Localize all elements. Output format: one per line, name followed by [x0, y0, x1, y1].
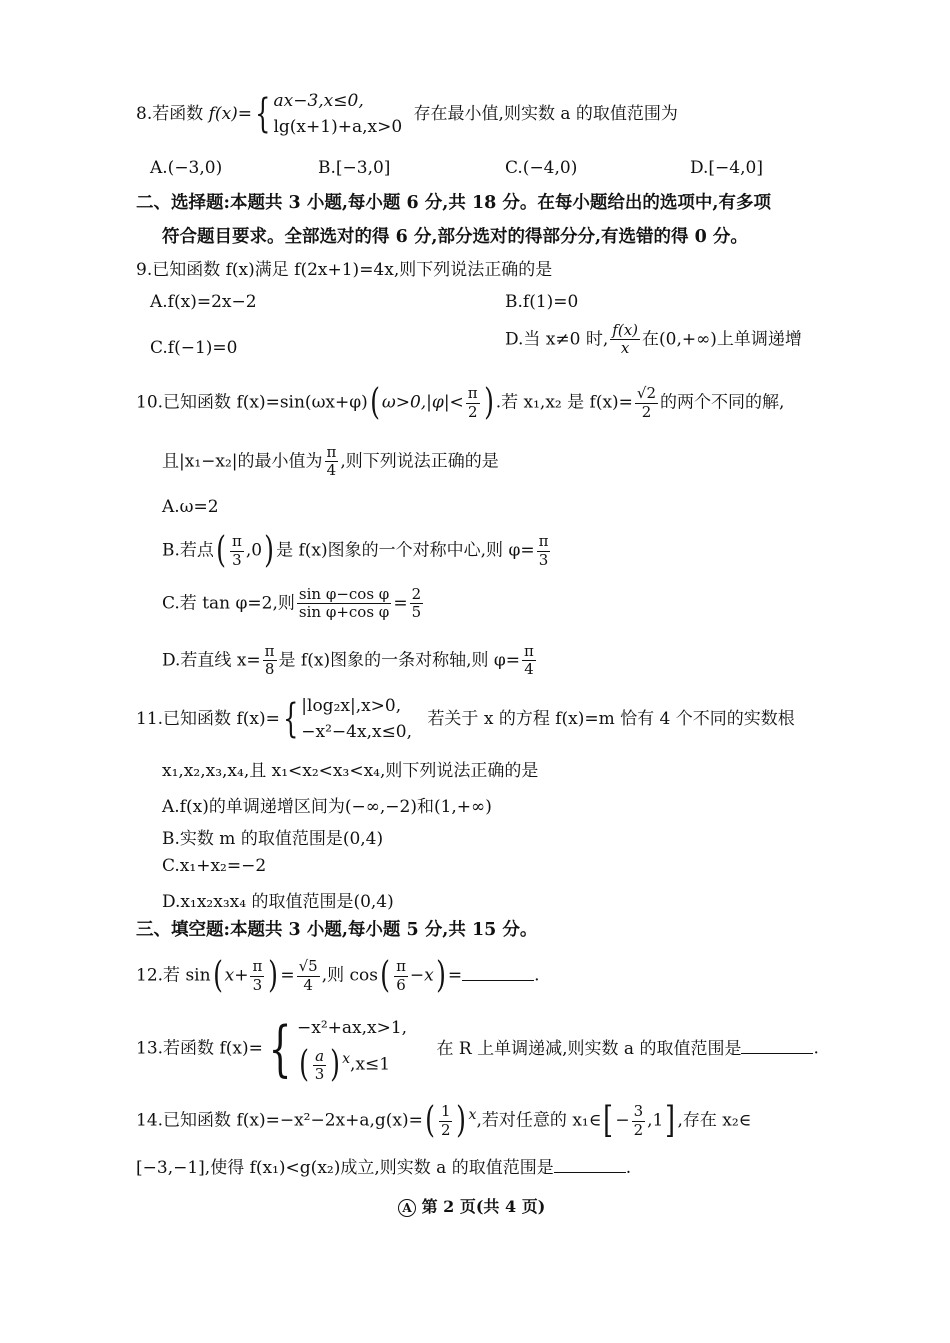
- version-circle-icon: A: [398, 1199, 416, 1217]
- q10-c-value: $\frac{2}{5}$: [411, 585, 422, 622]
- q9-option-d: [505, 322, 802, 358]
- q13-cases: −x²+ax,x>1, ( $\frac{a}{3}$ ) $^x$,x≤1: [297, 1018, 408, 1086]
- q8-cases: [273, 88, 402, 141]
- q11-option-c: C.x₁+x₂=−2: [162, 856, 267, 876]
- q10-option-b: B.若点( $\frac{\pi}{3}$ ,0) 是 f(x)图象的一个对称中心,则 φ= $\frac{\pi}{3}$: [162, 530, 549, 571]
- q10-d-phi-value: $\frac{\pi}{4}$: [524, 642, 534, 679]
- q9-d-den: x: [620, 339, 630, 358]
- q10-l1-pre: 10.已知函数 f(x)=sin(ωx+φ): [136, 392, 368, 413]
- q11-cases: |log₂x|,x>0, −x²−4x,x≤0,: [301, 696, 413, 743]
- q8-fx: f(x)=: [208, 103, 253, 124]
- section3-title: 三、填空题:本题共 3 小题,每小题 5 分,共 15 分。: [136, 920, 538, 940]
- q10-option-a: A.ω=2: [162, 497, 219, 517]
- q14-line1: 14.已知函数 f(x)=−x²−2x+a,g(x)=( $\frac{1}{2}$ ) $^x$,若对任意的 x₁∈[ − $\frac{3}{2}$ ,1] ,存在 x₂∈: [136, 1100, 752, 1141]
- q8-stem-post: 存在最小值,则实数 a 的取值范围为: [413, 103, 678, 124]
- page-footer: [398, 1197, 545, 1217]
- section2-line1: 二、选择题:本题共 3 小题,每小题 6 分,共 18 分。在每小题给出的选项中,有多项: [136, 193, 771, 213]
- q8-option-c: C.(−4,0): [505, 158, 578, 178]
- section2-line2: 符合题目要求。全部选对的得 6 分,部分选对的得部分分,有选错的得 0 分。: [162, 227, 748, 247]
- q9-d-num: f(x): [612, 321, 639, 339]
- q11-line2: x₁,x₂,x₃,x₄,且 x₁<x₂<x₃<x₄,则下列说法正确的是: [162, 761, 539, 781]
- q11-option-d: D.x₁x₂x₃x₄ 的取值范围是(0,4): [162, 892, 394, 912]
- q8-brace: {: [255, 91, 271, 138]
- q9-option-c: C.f(−1)=0: [150, 338, 238, 358]
- q13: 13.若函数 f(x)={ −x²+ax,x>1, ( $\frac{a}{3}$ ) $^x$,x≤1 在 R 上单调递减,则实数 a 的取值范围是 .: [136, 1014, 819, 1086]
- q8-option-a: A.(−3,0): [150, 158, 223, 178]
- q11-option-a: A.f(x)的单调递增区间为(−∞,−2)和(1,+∞): [162, 797, 492, 817]
- q10-l2-post: ,则下列说法正确的是: [340, 451, 499, 472]
- q10-option-c: C.若 tan φ=2,则 $\frac{\text{sin φ−cos φ}}{\text{sin φ+cos φ}}$ = $\frac{2}{5}$: [162, 585, 422, 622]
- q10-c-frac: $\frac{\text{sin φ−cos φ}}{\text{sin φ+cos φ}}$: [298, 585, 390, 622]
- q9-d-frac: [610, 322, 640, 358]
- q11-stem: 11.已知函数 f(x)={ |log₂x|,x>0, −x²−4x,x≤0, 若关于 x 的方程 f(x)=m 恰有 4 个不同的实数根: [136, 693, 795, 746]
- q12-answer-blank[interactable]: [462, 966, 534, 981]
- q9-option-a: A.f(x)=2x−2: [150, 292, 257, 312]
- q8-option-d: D.[−4,0]: [690, 158, 763, 178]
- q9-d-post: 在(0,+∞)上单调递增: [642, 329, 802, 350]
- q10-option-d: D.若直线 x= $\frac{\pi}{8}$ 是 f(x)图象的一条对称轴,则 φ= $\frac{\pi}{4}$: [162, 642, 534, 679]
- q9-stem: 9.已知函数 f(x)满足 f(2x+1)=4x,则下列说法正确的是: [136, 260, 553, 280]
- q14-answer-blank[interactable]: [554, 1158, 626, 1173]
- q10-b-pi-over-3: $\frac{\pi}{3}$: [231, 532, 242, 569]
- q10-pi-over-4: $\frac{\pi}{4}$: [326, 443, 337, 480]
- q8-case1: ax−3,x≤0,: [273, 91, 364, 111]
- q12: 12.若 sin( x+ $\frac{\pi}{3}$ ) = $\frac{√5}{4}$ ,则 cos( $\frac{\pi}{6}$ −x) = .: [136, 955, 540, 996]
- q10-l2-pre: 且|x₁−x₂|的最小值为: [162, 451, 323, 472]
- q8-stem: [136, 88, 678, 141]
- q10-l1-post: 的两个不同的解,: [660, 392, 785, 413]
- q8-option-b: B.[−3,0]: [318, 158, 391, 178]
- q10-l1-mid: .若 x₁,x₂ 是 f(x)=: [495, 392, 633, 413]
- q13-answer-blank[interactable]: [741, 1039, 813, 1054]
- q8-case2: lg(x+1)+a,x>0: [273, 117, 403, 138]
- q9-d-pre: D.当 x≠0 时,: [505, 329, 609, 350]
- q14-line2: [−3,−1],使得 f(x₁)<g(x₂)成立,则实数 a 的取值范围是 .: [136, 1158, 632, 1178]
- q8-stem-pre: 8.若函数: [136, 103, 204, 124]
- q10-line2: [162, 444, 499, 480]
- q9-option-b: B.f(1)=0: [505, 292, 579, 312]
- q10-d-pi-over-8: $\frac{\pi}{8}$: [264, 642, 275, 679]
- q10-l1-cond: ω>0,|φ|<: [381, 392, 464, 413]
- q10-pi-over-2: $\frac{\pi}{2}$: [467, 384, 478, 421]
- q11-option-b: B.实数 m 的取值范围是(0,4): [162, 829, 384, 849]
- q10-sqrt2-over-2: $\frac{√2}{2}$: [636, 384, 657, 421]
- q10-b-phi-value: $\frac{\pi}{3}$: [538, 532, 549, 569]
- page-number: 第 2 页(共 4 页): [421, 1197, 546, 1216]
- q10-line1: 10.已知函数 f(x)=sin(ωx+φ)( ω>0,|φ|< $\frac{\pi}{2}$ ) .若 x₁,x₂ 是 f(x)= $\frac{√2}{2}$ 的两个不同的解,: [136, 382, 785, 423]
